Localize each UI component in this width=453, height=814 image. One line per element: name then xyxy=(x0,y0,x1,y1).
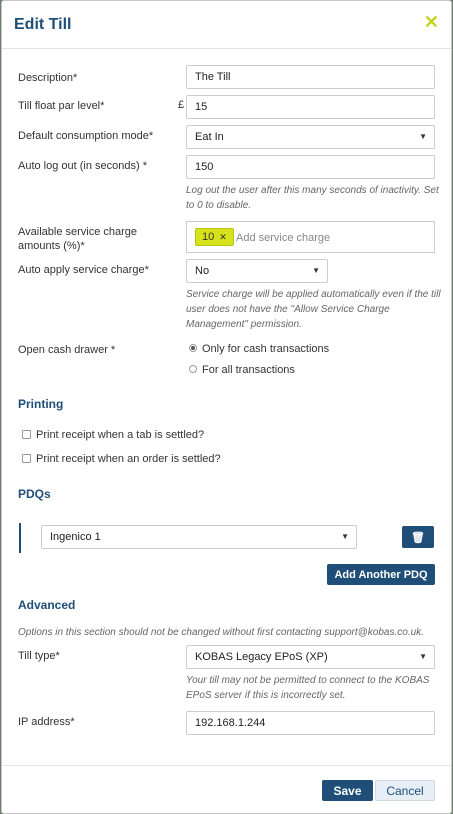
modal-header xyxy=(2,1,451,49)
modal-title: Edit Till xyxy=(14,16,72,33)
trash-icon: 🗑 xyxy=(411,531,425,544)
pdq-row-marker xyxy=(19,523,21,553)
add-pdq-button[interactable]: Add Another PDQ xyxy=(327,564,435,585)
service-charge-placeholder: Add service charge xyxy=(236,232,331,244)
consumption-select[interactable] xyxy=(186,125,435,149)
pdq-value: Ingenico 1 xyxy=(50,531,101,543)
print-order-checkbox[interactable] xyxy=(22,454,31,463)
radio-all-transactions[interactable] xyxy=(189,365,197,373)
till-type-label: Till type* xyxy=(18,650,60,662)
save-button[interactable]: Save xyxy=(322,780,373,801)
ip-input[interactable] xyxy=(186,711,435,735)
close-icon[interactable]: ✕ xyxy=(423,12,439,32)
caret-down-icon: ▼ xyxy=(341,532,349,541)
service-charge-tag-input[interactable] xyxy=(186,221,435,253)
advanced-heading: Advanced xyxy=(18,598,76,612)
consumption-label: Default consumption mode* xyxy=(18,130,154,142)
radio-cash-only[interactable] xyxy=(189,344,197,352)
consumption-value: Eat In xyxy=(195,131,224,143)
autologout-help: Log out the user after this many seconds of inactivity. Set to 0 to disable. xyxy=(186,185,439,211)
caret-down-icon: ▼ xyxy=(312,266,320,275)
auto-apply-value: No xyxy=(195,265,210,277)
cash-drawer-label: Open cash drawer * xyxy=(18,344,116,356)
till-type-select[interactable] xyxy=(186,645,435,669)
float-input[interactable] xyxy=(186,95,435,119)
radio-all-transactions-label: For all transactions xyxy=(202,364,295,376)
tag-remove-icon[interactable]: ✕ xyxy=(219,232,227,242)
footer-divider xyxy=(2,765,451,766)
delete-pdq-button[interactable] xyxy=(402,526,434,548)
edit-till-modal xyxy=(1,0,452,814)
service-charge-tag: 10 ✕ xyxy=(195,228,234,246)
autologout-input[interactable] xyxy=(186,155,435,179)
advanced-note: Options in this section should not be changed without first contacting support@kobas.co.uk. xyxy=(18,627,424,638)
print-tab-label: Print receipt when a tab is settled? xyxy=(36,429,205,441)
auto-apply-help: Service charge will be applied automatically even if the till user does not have the "Allow Service Charge Management" permission. xyxy=(186,289,441,330)
float-label: Till float par level* xyxy=(18,100,105,112)
autologout-label: Auto log out (in seconds) * xyxy=(18,160,148,172)
radio-cash-only-label: Only for cash transactions xyxy=(202,343,330,355)
print-tab-checkbox[interactable] xyxy=(22,430,31,439)
printing-heading: Printing xyxy=(18,397,64,411)
cancel-button[interactable]: Cancel xyxy=(375,780,435,801)
pdq-select[interactable] xyxy=(41,525,357,549)
auto-apply-label: Auto apply service charge* xyxy=(18,264,149,276)
till-type-help: Your till may not be permitted to connect to the KOBAS EPoS server if this is incorrectly set. xyxy=(186,675,430,701)
ip-label: IP address* xyxy=(18,716,75,728)
description-label: Description* xyxy=(18,72,78,84)
currency-symbol: £ xyxy=(178,99,185,111)
print-order-label: Print receipt when an order is settled? xyxy=(36,453,221,465)
service-amounts-label: Available service charge amounts (%)* xyxy=(18,226,138,252)
auto-apply-select[interactable] xyxy=(186,259,328,283)
description-input[interactable] xyxy=(186,65,435,89)
pdqs-heading: PDQs xyxy=(18,487,51,501)
till-type-value: KOBAS Legacy EPoS (XP) xyxy=(195,651,328,663)
caret-down-icon: ▼ xyxy=(419,132,427,141)
caret-down-icon: ▼ xyxy=(419,652,427,661)
